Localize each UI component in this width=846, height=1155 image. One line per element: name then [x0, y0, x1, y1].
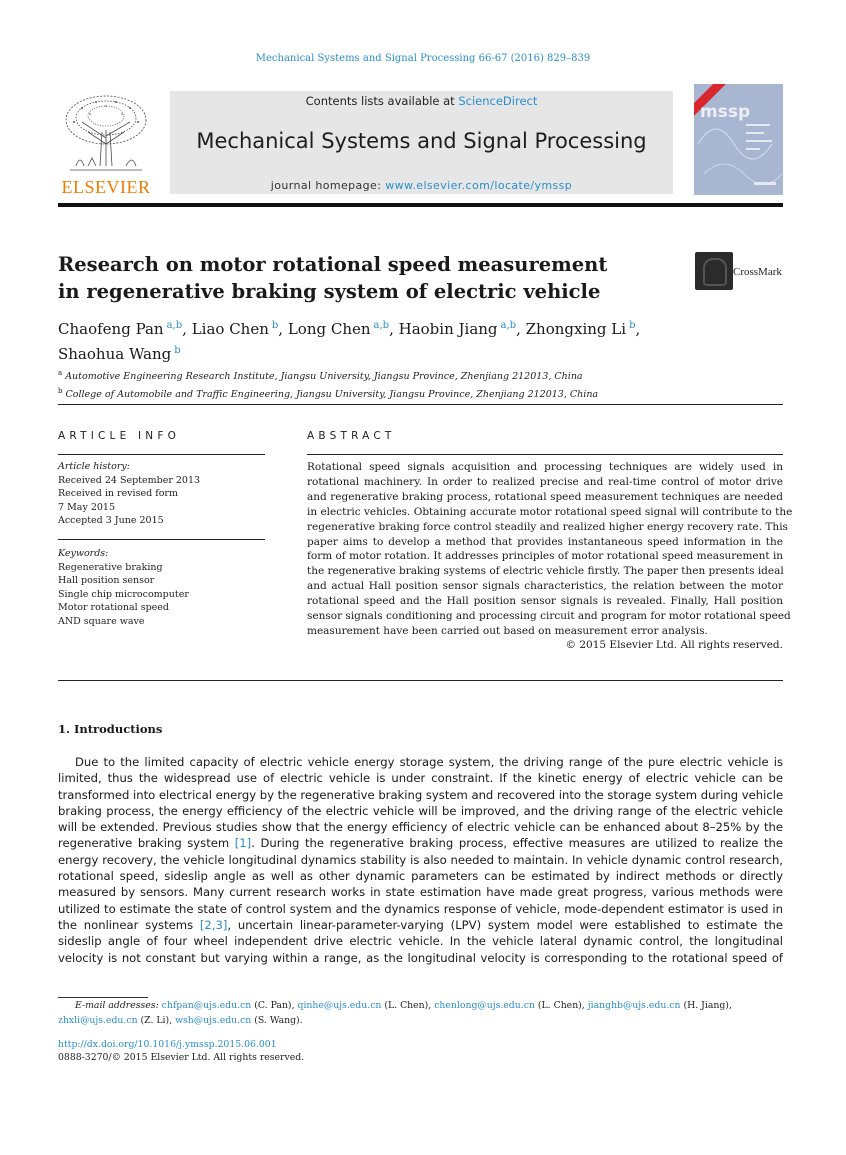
email-owner: (S. Wang). — [254, 1014, 303, 1026]
abstract-line: regenerative braking force control steadily and realized higher energy recovery rate. This — [307, 520, 788, 533]
body-line: braking process, the energy efficiency of the electric vehicle will be improved, and the driving range of the electric vehicle — [58, 803, 783, 818]
article-title — [58, 251, 658, 305]
article-title-line: in regenerative braking system of electric vehicle — [58, 280, 601, 303]
author-separator: , — [182, 320, 192, 338]
journal-cover-thumbnail[interactable] — [694, 84, 783, 195]
keyword: Motor rotational speed — [58, 602, 169, 613]
body-line: rotational speed, sideslip angle as well as other dynamic parameters can be estimated by indirect methods or directly — [58, 869, 783, 884]
article-history — [58, 460, 265, 528]
email-link[interactable]: chfpan@ujs.edu.cn — [161, 1000, 252, 1011]
email-label: E-mail addresses: — [75, 1000, 159, 1011]
author-separator: , — [516, 320, 526, 338]
footnote-line — [58, 999, 783, 1014]
divider — [58, 539, 265, 540]
journal-homepage-link[interactable]: www.elsevier.com/locate/ymssp — [385, 179, 573, 192]
author-name: Haobin Jiang — [398, 320, 498, 338]
author-separator: , — [389, 320, 399, 338]
email-link[interactable]: jianghb@ujs.edu.cn — [587, 1000, 681, 1011]
journal-citation-link[interactable]: Mechanical Systems and Signal Processing 66-67 (2016) 829–839 — [255, 53, 591, 64]
crossmark-button[interactable] — [695, 252, 785, 292]
author[interactable] — [192, 320, 279, 338]
email-owner: (L. Chen), — [537, 1000, 585, 1011]
abstract-copyright: © 2015 Elsevier Ltd. All rights reserved. — [565, 639, 783, 651]
author-affiliation-mark[interactable]: b — [629, 320, 636, 331]
keyword: AND square wave — [58, 615, 145, 627]
author-name: Chaofeng Pan — [58, 320, 164, 338]
abstract-body — [307, 460, 793, 639]
issn-copyright: 0888-3270/© 2015 Elsevier Ltd. All rights reserved. — [58, 1052, 305, 1063]
body-line: transformed into electrical energy by the regenerative braking system and recovered into the storage system during vehicle — [58, 787, 784, 802]
affiliation-text: College of Automobile and Traffic Engineering, Jiangsu University, Jiangsu Province, Zhenjiang 212013, China — [65, 389, 599, 400]
keyword: Hall position sensor — [58, 575, 155, 586]
author-separator: , — [278, 320, 288, 338]
journal-header-band — [170, 91, 673, 194]
section-heading-introductions: 1. Introductions — [58, 722, 163, 736]
divider — [58, 680, 783, 681]
affiliation — [58, 366, 783, 384]
footnote-line — [58, 1014, 783, 1029]
email-owner: (H. Jiang), — [683, 1000, 732, 1011]
history-entry: Received in revised form — [58, 488, 178, 499]
body-line: regenerative braking system [1]. During the regenerative braking process, effective measures are utilized to realize the — [58, 836, 784, 851]
sciencedirect-link[interactable]: ScienceDirect — [458, 94, 538, 108]
divider — [58, 454, 265, 455]
homepage-prefix: journal homepage: — [270, 179, 386, 192]
author-name: Zhongxing Li — [525, 320, 627, 338]
affiliations — [58, 366, 783, 402]
author-affiliation-mark[interactable]: a,b — [500, 320, 517, 331]
journal-homepage-line — [170, 179, 673, 192]
body-line: the nonlinear systems [2,3], uncertain linear-parameter-varying (LPV) system model were established to estimate the — [58, 917, 784, 932]
author-affiliation-mark[interactable]: b — [271, 320, 279, 331]
crossmark-icon — [695, 252, 733, 290]
abstract-line: form of motor rotation. It addresses principles of motor rotational speed measurement in — [307, 550, 784, 563]
affiliation-text: Automotive Engineering Research Institute, Jiangsu University, Jiangsu Province, Zhenjiang 212013, China — [65, 371, 583, 382]
abstract-line: rotational machinery. In order to realized precise and real-time control of motor drive — [307, 475, 783, 488]
history-entry: 7 May 2015 — [58, 501, 116, 513]
article-info-heading: ARTICLE INFO — [58, 430, 181, 442]
affiliation-key: a — [58, 369, 63, 377]
reference-link[interactable]: [2,3] — [199, 917, 228, 932]
abstract-heading: ABSTRACT — [307, 430, 396, 442]
cover-journal-abbrev: mssp — [700, 102, 751, 122]
elsevier-wordmark: ELSEVIER — [61, 177, 151, 197]
keyword: Regenerative braking — [58, 561, 163, 573]
author-affiliation-mark[interactable]: b — [174, 345, 181, 356]
author[interactable] — [58, 320, 182, 338]
author-name: Liao Chen — [191, 320, 269, 338]
divider — [307, 454, 783, 455]
journal-title: Mechanical Systems and Signal Processing — [196, 129, 647, 153]
body-line: will be extended. Previous studies show that the energy efficiency of electric vehicle can be enhanced about 8–25% by the — [58, 820, 783, 835]
author-affiliation-mark[interactable]: a,b — [373, 320, 390, 331]
abstract-line: paper aims to develop a method that provides instantaneous speed information in the — [307, 535, 783, 548]
doi-link[interactable]: http://dx.doi.org/10.1016/j.ymssp.2015.06.001 — [58, 1039, 277, 1050]
author-name: Long Chen — [287, 320, 371, 338]
contents-available-line — [170, 94, 673, 108]
cover-wave-graphic — [694, 84, 783, 195]
body-line: energy recovery, the vehicle longitudinal dynamics stability is also needed to maintain. In vehicle dynamic control research, — [58, 852, 783, 867]
email-owner: (L. Chen), — [384, 1000, 432, 1011]
author[interactable] — [58, 345, 181, 363]
body-line: sideslip angle of four wheel independent drive electric vehicle. In the vehicle lateral dynamic control, the longitudinal — [58, 934, 783, 949]
body-line: limited, thus the widespread use of electric vehicle is under constraint. If the kinetic energy of electric vehicle can be — [58, 771, 783, 786]
article-history-label: Article history: — [58, 461, 130, 472]
introduction-body — [58, 754, 783, 966]
abstract-line: the regenerative braking systems of electric vehicle firstly. The paper then presents ideal — [307, 565, 784, 578]
abstract-line: Rotational speed signals acquisition and processing techniques are widely used in — [307, 461, 783, 473]
author[interactable] — [288, 320, 389, 338]
abstract-line: and actual Hall position sensor signals characteristics, the relation between the motor — [307, 580, 783, 593]
contents-prefix: Contents lists available at — [305, 94, 459, 108]
author[interactable] — [399, 320, 516, 338]
author-name: Shaohua Wang — [58, 345, 172, 363]
elsevier-tree-icon — [62, 92, 150, 176]
affiliation-key: b — [58, 387, 63, 395]
history-entry: Accepted 3 June 2015 — [58, 515, 164, 526]
header-rule — [58, 203, 783, 207]
keywords-label: Keywords: — [58, 548, 109, 559]
body-line: velocity is not constant but varying within a range, as the longitudinal velocity is corresponding to the rotational speed of — [58, 950, 783, 965]
elsevier-logo[interactable] — [58, 88, 154, 198]
article-title-line: Research on motor rotational speed measurement — [58, 253, 608, 276]
body-line: Due to the limited capacity of electric vehicle energy storage system, the driving range of the pure electric vehicle is — [75, 755, 783, 769]
divider — [58, 404, 783, 405]
body-line: utilized to estimate the state of control system and the dynamics response of vehicle, mode-dependent estimator is used in — [58, 901, 783, 916]
reference-link[interactable]: [1] — [234, 836, 252, 851]
affiliation — [58, 384, 783, 402]
email-link[interactable]: wsh@ujs.edu.cn — [175, 1014, 252, 1026]
author-list — [58, 315, 783, 365]
email-owner: (C. Pan), — [254, 1000, 295, 1011]
footnote-rule — [58, 997, 148, 998]
email-link[interactable]: qinhe@ujs.edu.cn — [297, 1000, 382, 1011]
author-affiliation-mark[interactable]: a,b — [166, 320, 183, 331]
author-separator: , — [635, 320, 641, 338]
email-link[interactable]: chenlong@ujs.edu.cn — [434, 1000, 535, 1011]
history-entry: Received 24 September 2013 — [58, 474, 201, 486]
email-link[interactable]: zhxli@ujs.edu.cn — [58, 1014, 138, 1026]
author[interactable] — [526, 320, 636, 338]
email-footnote — [58, 999, 783, 1028]
email-owner: (Z. Li), — [140, 1014, 173, 1026]
abstract-line: in electric vehicles. Obtaining accurate motor rotational speed signal will contribute to the — [307, 505, 793, 518]
abstract-line: and regenerative braking process, rotational speed measurement techniques are needed — [307, 490, 783, 503]
body-line: measured by sensors. Many current research works in state estimation have made great progress, various methods were — [58, 885, 783, 900]
abstract-line: sensor signals conditioning and processing circuit and program for motor rotational speed — [307, 610, 791, 623]
keywords — [58, 547, 265, 628]
crossmark-label: CrossMark — [733, 266, 782, 278]
abstract-line: measurement have been carried out based on measurement error analysis. — [307, 624, 708, 637]
keyword: Single chip microcomputer — [58, 588, 189, 600]
abstract-line: rotational speed and the Hall position sensor signals is revealed. Finally, Hall position — [307, 595, 783, 608]
